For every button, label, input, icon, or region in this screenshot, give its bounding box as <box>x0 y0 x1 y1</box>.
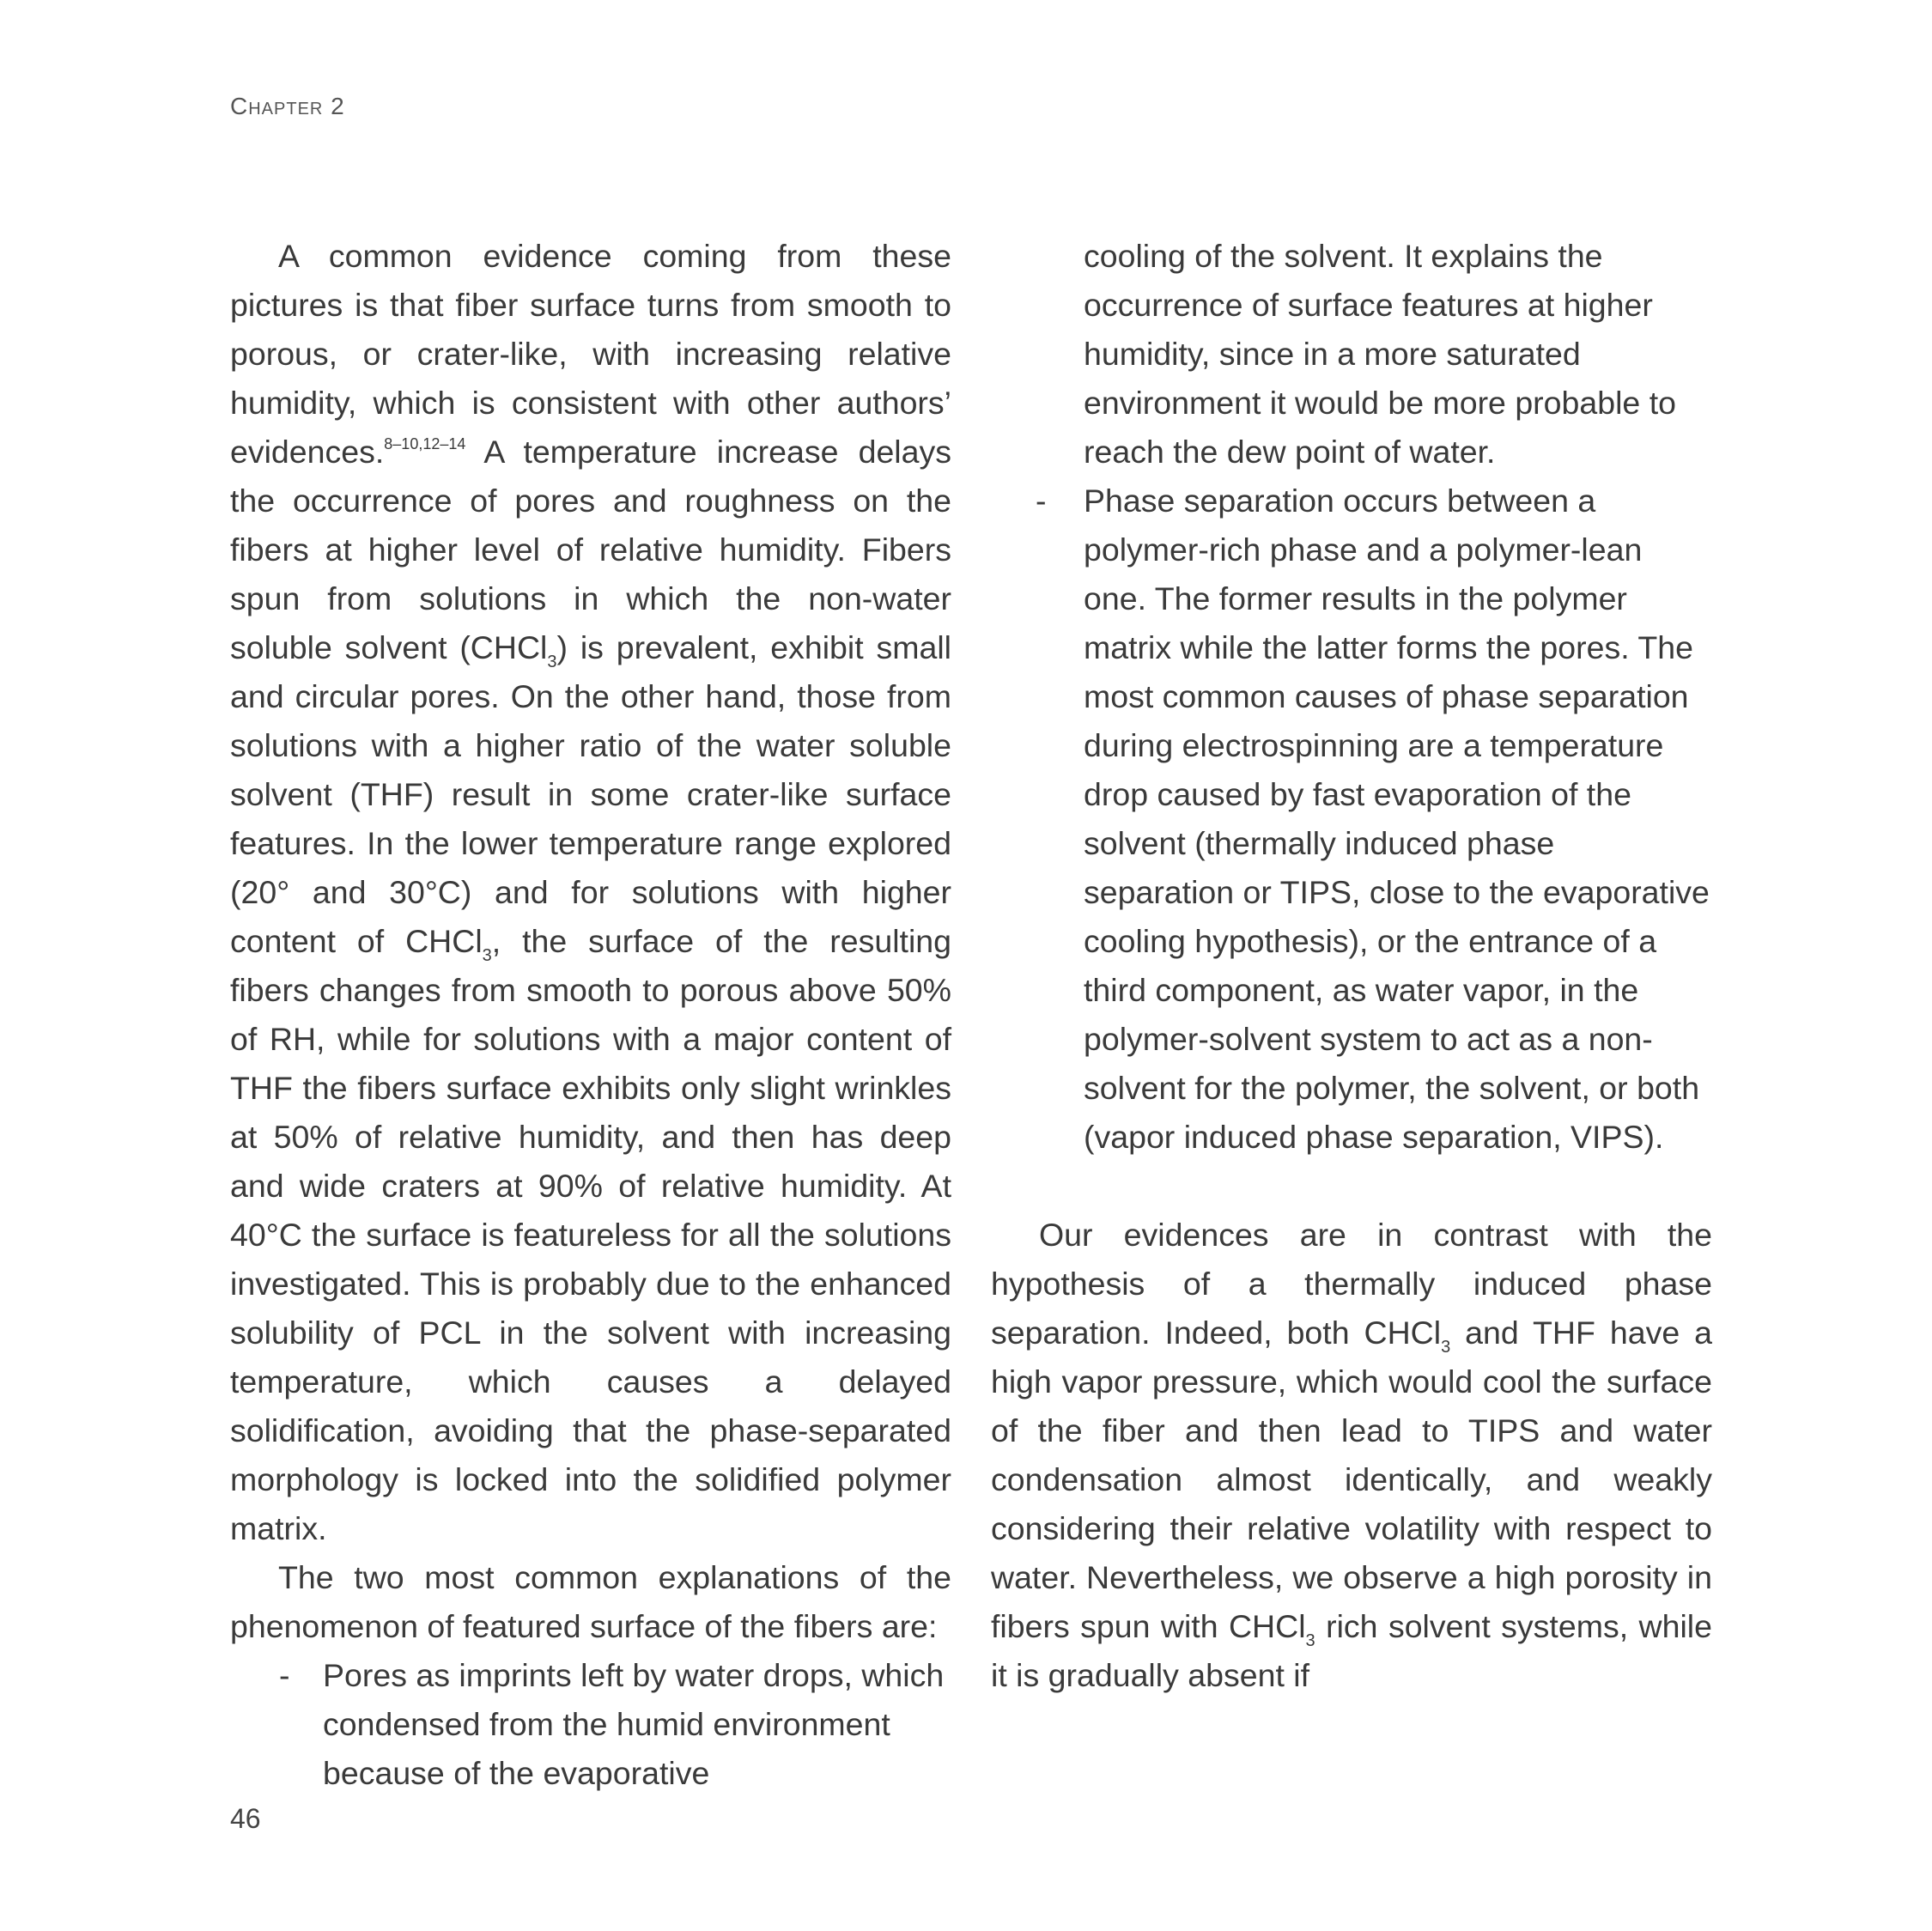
subscript-3: 3 <box>547 653 557 671</box>
text-segment: ) is prevalent, exhibit small and circular pores. On the other hand, those from solutions with a higher ratio of the water soluble solvent (THF) result in some crater-like surface features. In the lower temperature range explored (20° and 30°C) and for solutions with higher content of CHCl <box>230 629 951 959</box>
text-segment: rich solvent systems, while it is gradually absent if <box>991 1608 1712 1693</box>
text-segment: Our evidences are in contrast with the hypothesis of a thermally induced phase separation. Indeed, both CHCl <box>991 1217 1712 1351</box>
list-dash: - <box>279 1657 290 1693</box>
right-column <box>991 232 1712 1700</box>
subscript-3: 3 <box>482 946 492 965</box>
list-item-text: Phase separation occurs between a polymer-rich phase and a polymer-lean one. The former results in the polymer matrix while the latter forms the pores. The most common causes of phase separation during electrospinning are a temperature drop caused by fast evaporation of the solvent (thermally induced phase separation or TIPS, close to the evaporative cooling hypothesis), or the entrance of a third component, as water vapor, in the polymer-solvent system to act as a non-solvent for the polymer, the solvent, or both (vapor induced phase separation, VIPS). <box>1084 483 1710 1155</box>
text-segment: , the surface of the resulting fibers changes from smooth to porous above 50% of RH, while for solutions with a major content of THF the fibers surface exhibits only slight wrinkles at 50% of relative humidity, and then has deep and wide craters at 90% of relative humidity. At 40°C the surface is featureless for all the solutions investigated. This is probably due to the enhanced solubility of PCL in the solvent with increasing temperature, which causes a delayed solidification, avoiding that the phase-separated morphology is locked into the solidified polymer matrix. <box>230 923 951 1546</box>
subscript-3: 3 <box>1305 1631 1315 1650</box>
list-item-continued <box>1084 232 1712 477</box>
list-item-text: Pores as imprints left by water drops, which condensed from the humid environment because of the evaporative <box>323 1657 945 1791</box>
chapter-initial: C <box>230 93 249 119</box>
chapter-label-rest: HAPTER <box>248 100 324 118</box>
list-item-text: cooling of the solvent. It explains the occurrence of surface features at higher humidity, since in a more saturated environment it would be more probable to reach the dew point of water. <box>1084 238 1676 470</box>
paragraph-pore-evidence <box>230 232 951 1553</box>
paragraph-explanations-intro: The two most common explanations of the phenomenon of featured surface of the fibers are: <box>230 1559 951 1644</box>
text-segment: A common evidence coming from these pictures is that fiber surface turns from smooth to porous, or crater-like, with increasing relative humidity, which is consistent with other authors’ evidences. <box>230 238 951 470</box>
running-head-chapter <box>230 93 345 120</box>
list-dash: - <box>1036 483 1047 519</box>
chapter-number: 2 <box>331 93 345 119</box>
page-number: 46 <box>230 1803 261 1834</box>
paragraph-gap <box>991 1162 1712 1211</box>
subscript-3: 3 <box>1441 1338 1451 1357</box>
explanation-list <box>230 1651 951 1798</box>
citation-superscript: 8–10,12–14 <box>384 435 466 452</box>
explanation-list-continued <box>1036 232 1712 1162</box>
list-item <box>230 1651 951 1798</box>
left-column <box>230 232 951 1798</box>
paragraph-contrast-hypothesis <box>991 1211 1712 1700</box>
list-item <box>1036 477 1712 1162</box>
text-segment: A temperature increase delays the occurrence of pores and roughness on the fibers at higher level of relative humidity. Fibers spun from solutions in which the non-water soluble solvent (CHCl <box>230 434 951 665</box>
text-segment: and THF have a high vapor pressure, which would cool the surface of the fiber and then lead to TIPS and water condensation almost identically, and weakly considering their relative volatility with respect to water. Nevertheless, we observe a high porosity in fibers spun with CHCl <box>991 1315 1712 1644</box>
